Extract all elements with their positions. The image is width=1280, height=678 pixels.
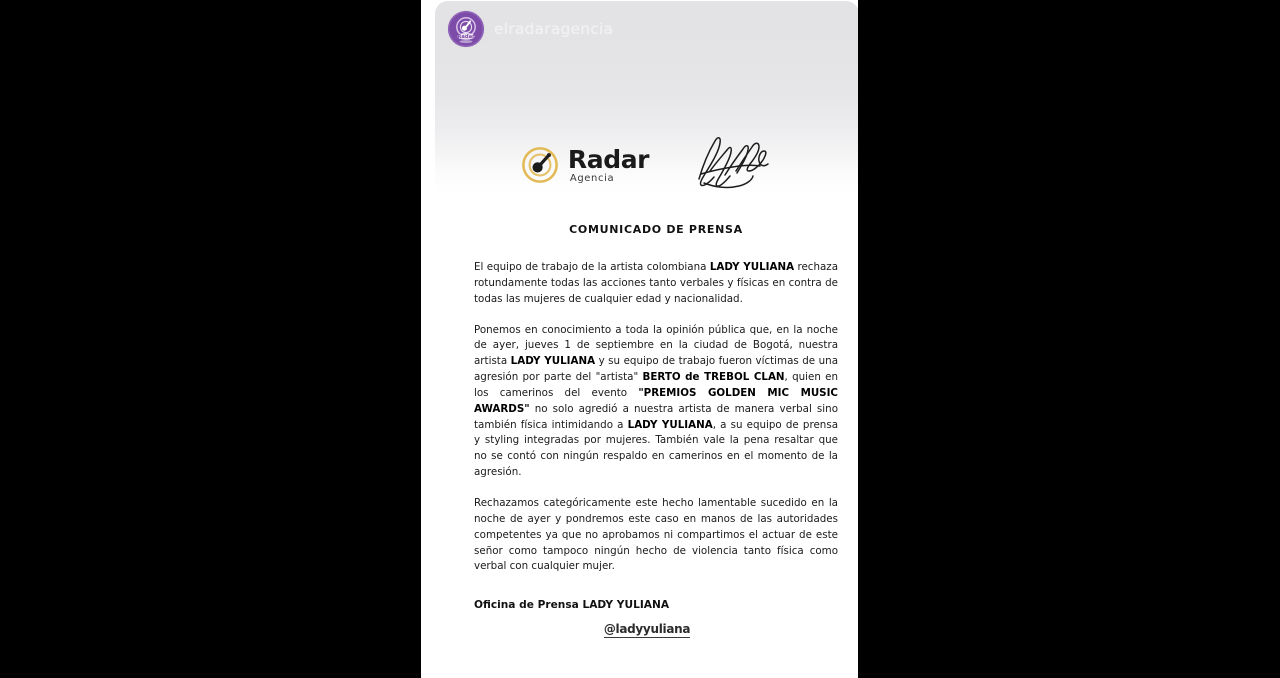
press-release-body [474, 223, 838, 611]
paragraph-p1 [474, 260, 838, 308]
body-text: no solo agredió a nuestra artista de manera verbal sino también física intimidando a [474, 402, 838, 431]
brand-signature-row [435, 129, 858, 201]
radar-wordmark [567, 144, 650, 184]
radar-avatar-icon [448, 11, 484, 47]
svg-text:Radar: Radar [457, 33, 475, 40]
brand-tagline: Agencia [569, 172, 615, 184]
emphasis-text: LADY YULIANA [627, 418, 713, 431]
avatar[interactable] [448, 11, 484, 47]
artist-handle[interactable]: @ladyyuliana [603, 622, 691, 636]
paragraph-p3 [474, 496, 838, 575]
paragraph-list [474, 260, 838, 575]
brand-name: Radar [567, 144, 650, 174]
body-text: , quien en los camerinos del evento [474, 371, 839, 399]
paragraph-p2 [474, 323, 838, 481]
post-sheet [421, 0, 858, 678]
handwritten-signature-icon [689, 131, 773, 200]
body-text: Ponemos en conocimiento a toda la opinión pública que, en la noche de ayer, jueves 1 de septiembre en la ciudad de Bogotá, nuestra artista [474, 323, 838, 368]
signoff-line: Oficina de Prensa LADY YULIANA [474, 599, 670, 612]
post-header [448, 11, 613, 47]
body-text: , a su equipo de prensa y styling integradas por mujeres. También vale la pena resaltar que no se contó con ningún respaldo en camerinos en el momento de la agresión. [474, 418, 838, 479]
instagram-post-card[interactable] [435, 1, 858, 661]
document-footer [435, 620, 858, 638]
emphasis-text: LADY YULIANA [709, 261, 795, 273]
emphasis-text: LADY YULIANA [510, 355, 596, 368]
account-handle[interactable]: elradaragencia [494, 20, 614, 38]
body-text: y su equipo de trabajo fueron víctimas de una agresión por parte del "artista" [474, 355, 839, 384]
document-title: COMUNICADO DE PRENSA [569, 223, 743, 236]
emphasis-text: BERTO de TREBOL CLAN [642, 371, 785, 384]
emphasis-text: "PREMIOS GOLDEN MIC MUSIC AWARDS" [474, 386, 838, 415]
radar-logo [521, 146, 649, 184]
body-text: Rechazamos categóricamente este hecho lamentable sucedido en la noche de ayer y pondremos este caso en manos de las autoridades competentes ya que no aprobamos ni compartimos el actuar de este señor como tampoco ningún hecho de violencia tanto física como verbal con cualquier mujer. [474, 496, 838, 573]
radar-target-icon [521, 146, 559, 184]
body-text: El equipo de trabajo de la artista colombiana [474, 261, 710, 273]
body-text: rechaza rotundamente todas las acciones tanto verbales y físicas en contra de todas las mujeres de cualquier edad y nacionalidad. [474, 261, 839, 305]
